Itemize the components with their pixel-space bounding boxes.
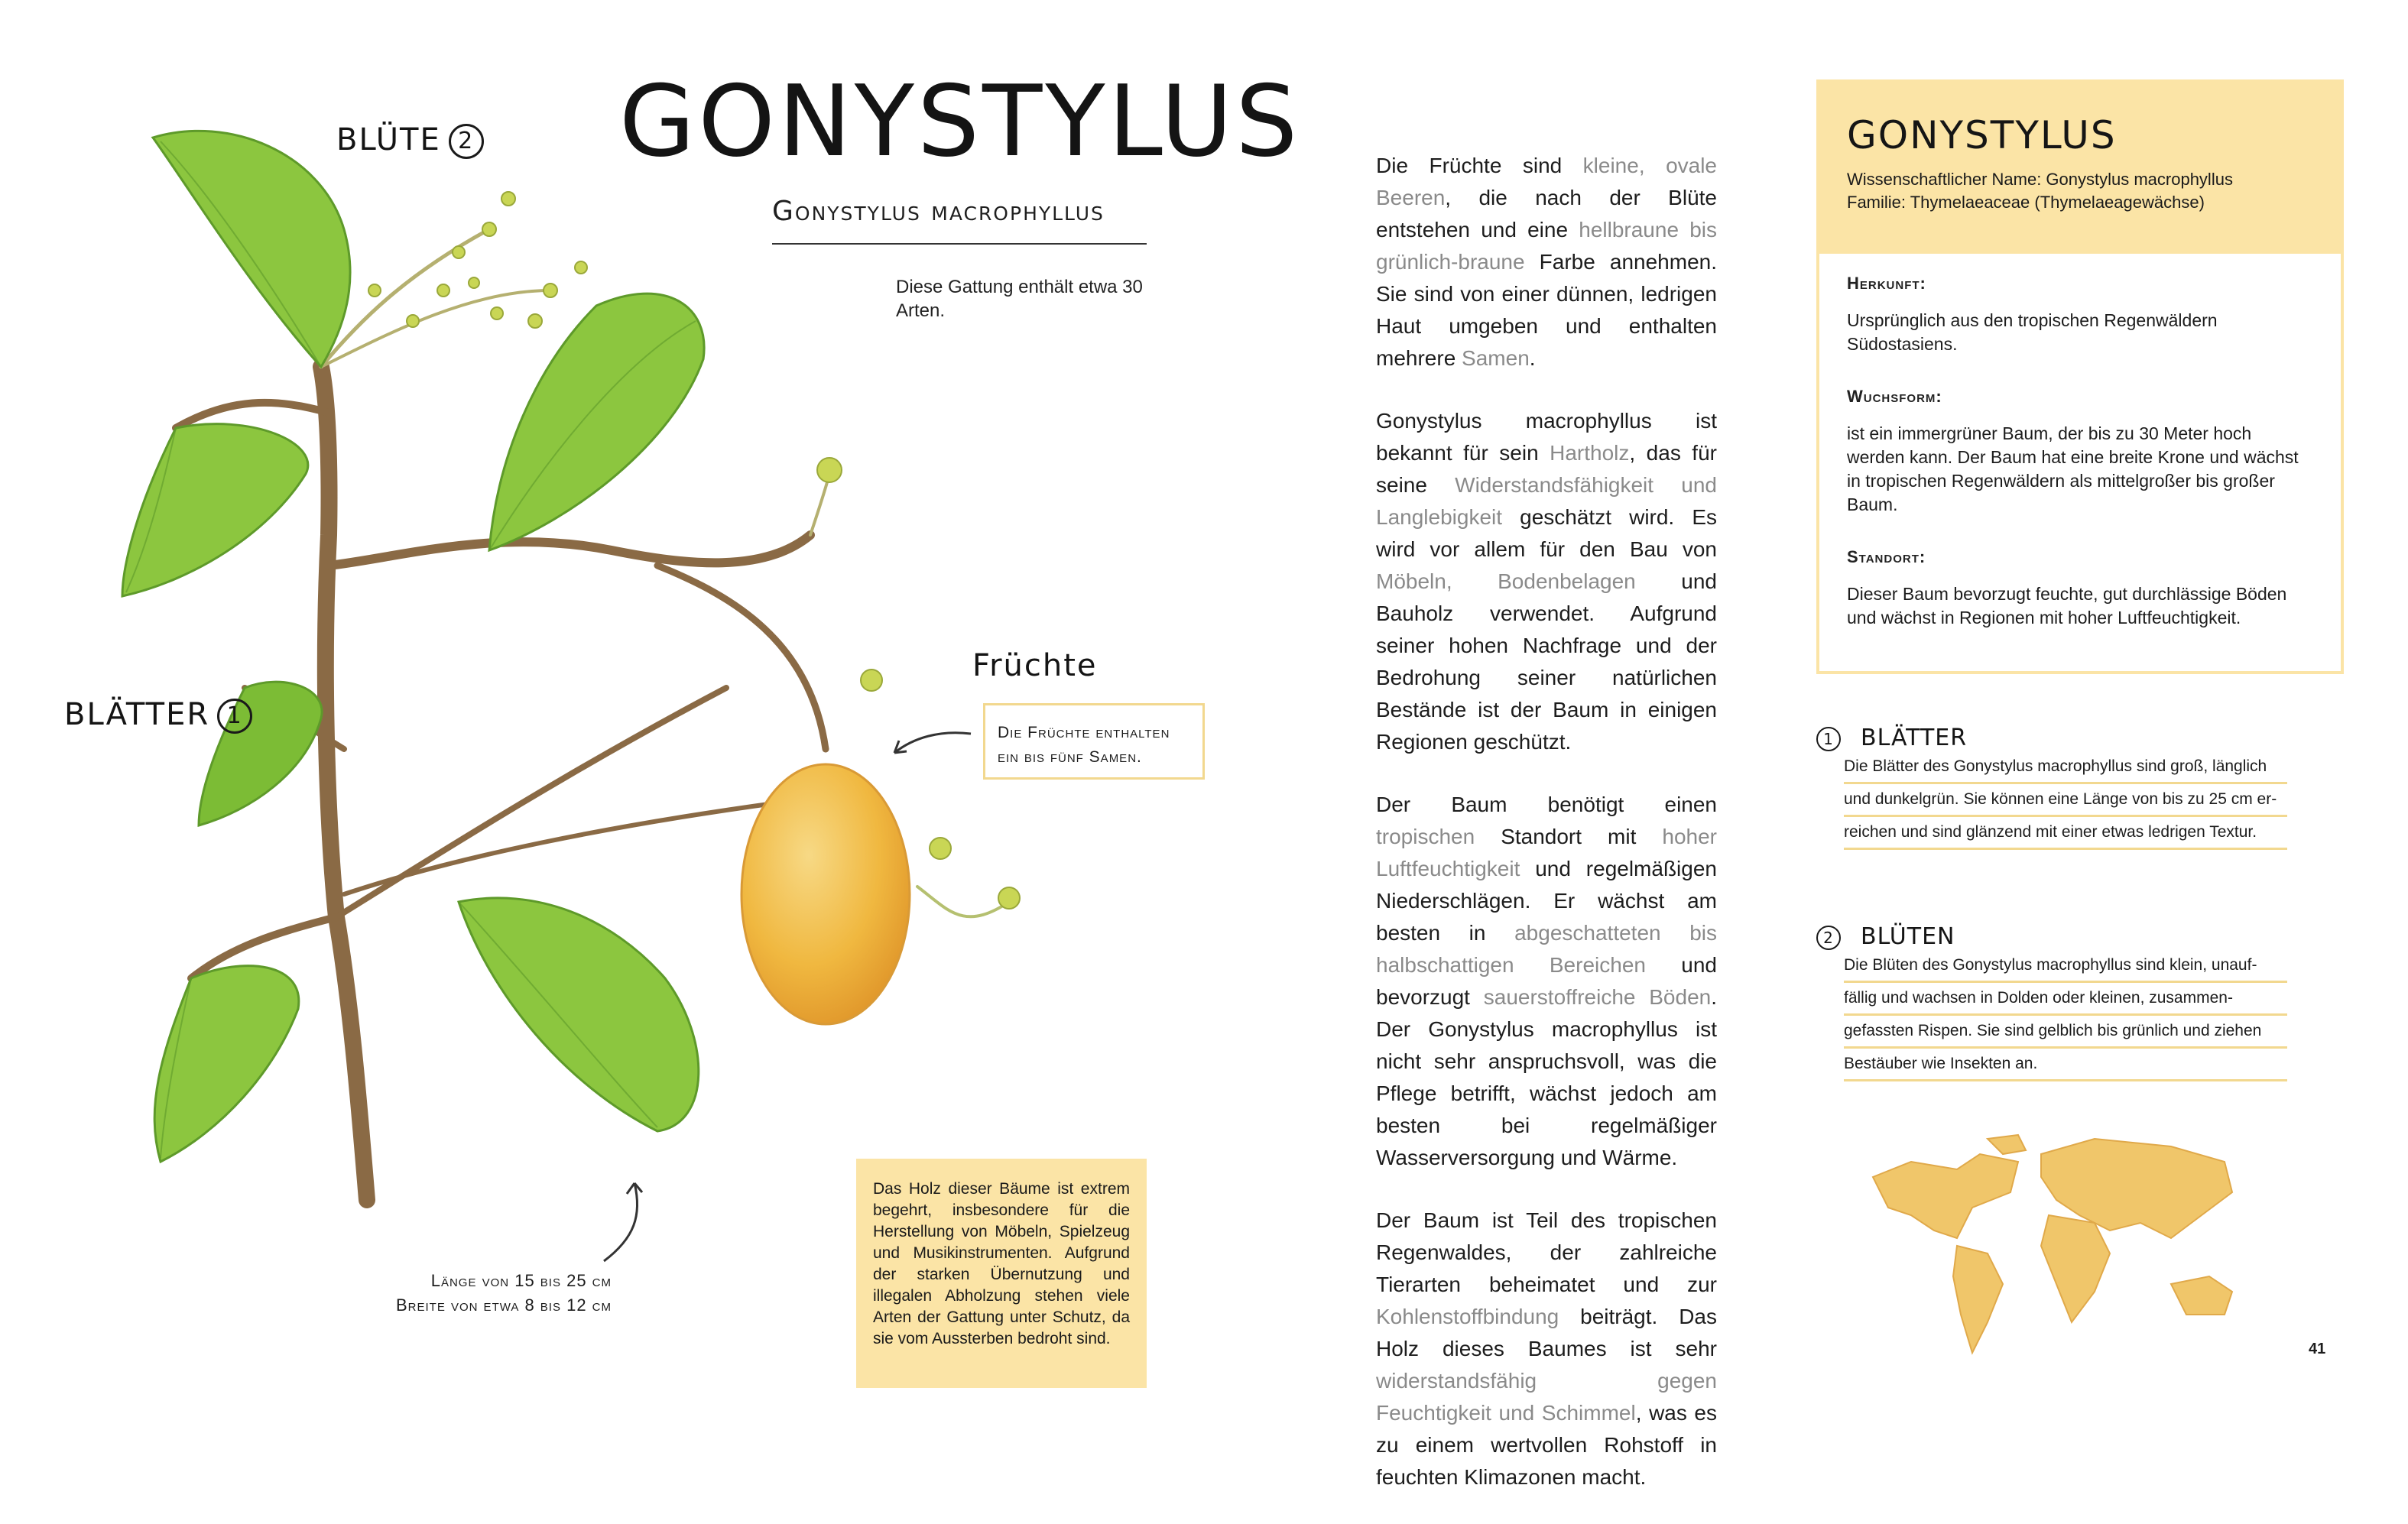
body-paragraph-2: Gonystylus macrophyllus ist bekannt für sein Hartholz, das für seine Widerstandsfähigkeit und Langlebigkeit geschätzt wird. Es wird vor allem für den Bau von Möbeln, Bodenbelagen und Bauholz verwendet. Aufgrund seiner hohen Nachfrage und der Bedrohung seiner natürlichen Bestände ist der Baum in einigen Regionen geschützt. [1376, 409, 1718, 754]
infobox-title: GONYSTYLUS [1847, 113, 2117, 157]
subtitle-underline [772, 243, 1147, 245]
page-number: 41 [2309, 1341, 2326, 1357]
length-note: Länge von 15 bis 25 cm Breite von etwa 8 bis 12 cm [395, 1271, 612, 1315]
body-paragraph-1: Die Früchte sind kleine, ovale Beeren, die nach der Blüte entstehen und eine hellbraune bis grünlich-braune Farbe annehmen. Sie sind von einer dünnen, ledrigen Haut umgeben und enthalten mehrere Samen. [1376, 154, 1718, 370]
section-blaetter: 1 BLÄTTER Die Blätter des Gonystylus macrophyllus sind groß, länglich und dunkelgrün. Sie können eine Länge von bis zu 25 cm er- reichen und sind glänzend mit einer etwas ledrigen Textur. [1816, 725, 2306, 850]
herkunft-value: Ursprünglich aus den tropischen Regenwäldern Südostasiens. [1847, 310, 2218, 354]
label-fruechte: Früchte [972, 648, 1098, 683]
standort-label: Standort: [1847, 547, 1926, 566]
page-subtitle: Gonystylus macrophyllus [772, 196, 1105, 227]
wuchsform-label: Wuchsform: [1847, 387, 1942, 406]
wood-info-box: Das Holz dieser Bäume ist extrem begehrt, insbesondere für die Herstellung von Möbeln, Spielzeug und Musikinstrumenten. Aufgrund der starken Übernutzung und illegalen Abholzung stehen viele Arten der Gattung unter Schutz, da sie vom Aussterben bedroht sind. [856, 1159, 1147, 1388]
infobox-sci-name: Wissenschaftlicher Name: Gonystylus macrophyllus [1847, 170, 2233, 189]
infobox-header [1816, 79, 2344, 254]
wuchsform-value: ist ein immergrüner Baum, der bis zu 30 Meter hoch werden kann. Der Baum hat eine breite Krone und wächst in tropischen Regenwäldern als mittelgroßer bis großer Baum. [1847, 423, 2299, 514]
label-blaetter: BLÄTTER 1 [64, 697, 252, 734]
herkunft-label: Herkunft: [1847, 274, 1926, 293]
curved-arrow-icon [604, 1183, 638, 1261]
body-text [1376, 150, 1717, 1524]
label-bluete: BLÜTE 2 [336, 122, 484, 159]
standort-value: Dieser Baum bevorzugt feuchte, gut durchlässige Böden und wächst in Regionen mit hoher Luftfeuchtigkeit. [1847, 584, 2287, 627]
infobox-family: Familie: Thymelaeaceae (Thymelaeagewächse) [1847, 193, 2205, 212]
genus-note: Diese Gattung enthält etwa 30 Arten. [896, 277, 1143, 321]
page-title: GONYSTYLUS [619, 65, 1301, 179]
world-map-icon [1865, 1131, 2247, 1360]
infobox-body [1816, 254, 2344, 674]
curved-arrow-icon [894, 733, 971, 753]
body-paragraph-4: Der Baum ist Teil des tropischen Regenwaldes, der zahlreiche Tierarten beheimatet und zur Kohlenstoffbindung beiträgt. Das Holz dieses Baumes ist sehr widerstandsfähig gegen Feuchtigkeit und Schimmel, was es zu einem wertvollen Rohstoff in feuchten Klimazonen macht. [1376, 1208, 1718, 1489]
body-paragraph-3: Der Baum benötigt einen tropischen Standort mit hoher Luftfeuchtigkeit und regelmäßigen Niederschlägen. Er wächst am besten in abgeschatteten bis halbschattigen Bereichen und bevorzugt sauerstoffreiche Böden. Der Gonystylus macrophyllus ist nicht sehr anspruchsvoll, was die Pflege betrifft, wächst jedoch am besten bei regelmäßiger Wasserversorgung und Wärme. [1376, 793, 1718, 1169]
section-blueten: 2 BLÜTEN Die Blüten des Gonystylus macrophyllus sind klein, unauf- fällig und wachsen in Dolden oder kleinen, zusammen- gefassten Rispen. Sie sind gelblich bis grünlich und ziehen Bestäuber wie Insekten an. [1816, 923, 2306, 1081]
fruit-note: Die Früchte enthalten ein bis fünf Samen. [983, 703, 1205, 780]
